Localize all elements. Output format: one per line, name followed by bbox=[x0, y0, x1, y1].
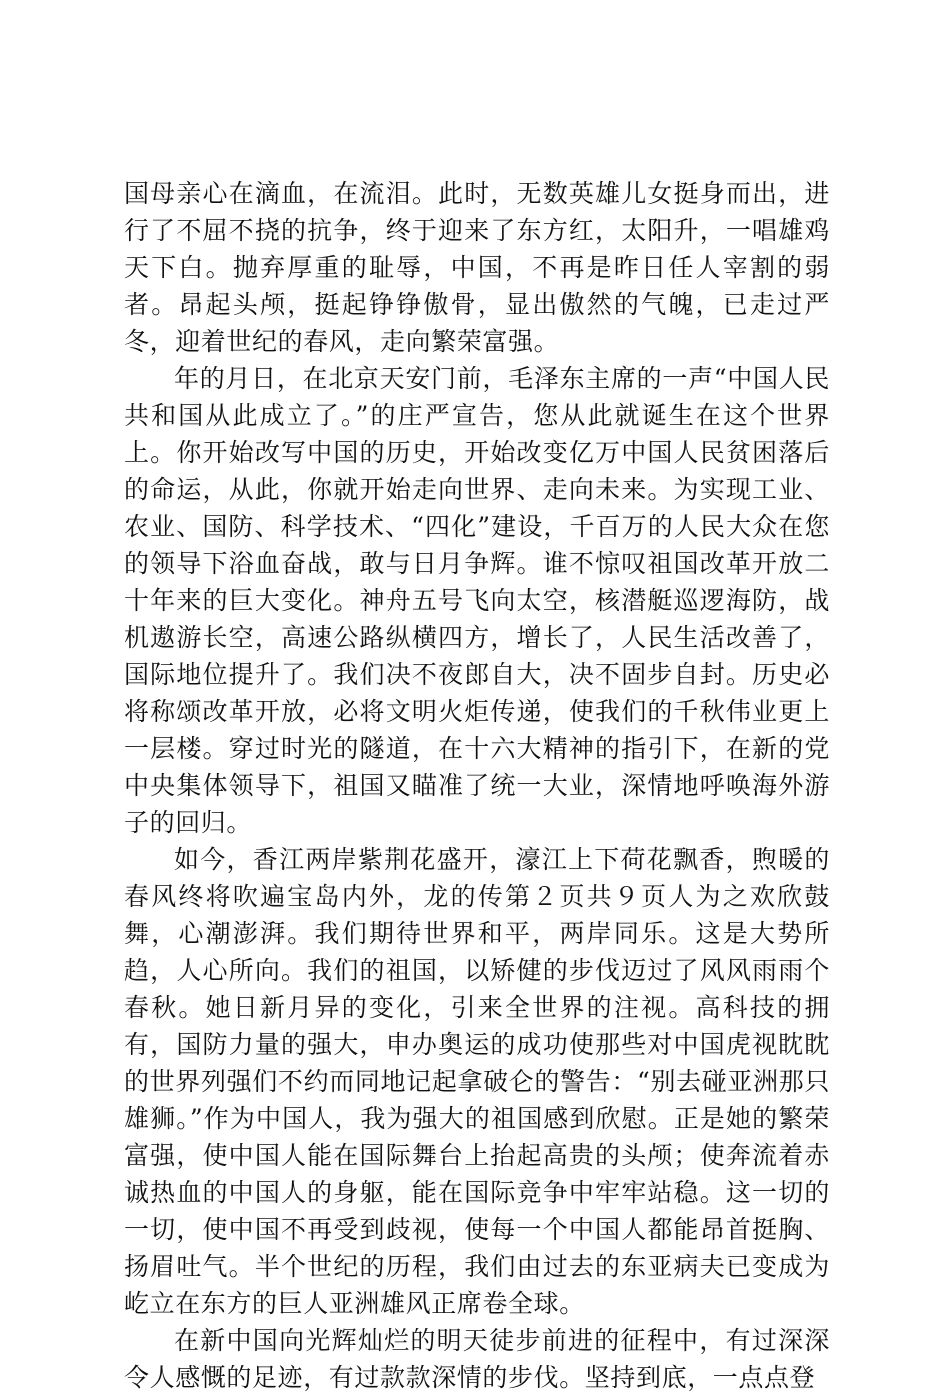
document-body bbox=[124, 175, 830, 1396]
paragraph-1: 国母亲心在滴血，在流泪。此时，无数英雄儿女挺身而出，进行了不屈不挠的抗争，终于迎来了东方红，太阳升，一唱雄鸡天下白。抛弃厚重的耻辱，中国，不再是昨日任人宰割的弱者。昂起头颅，挺起铮铮傲骨，显出傲然的气魄，已走过严冬，迎着世纪的春风，走向繁荣富强。 bbox=[124, 179, 830, 356]
paragraph-2: 年的月日，在北京天安门前，毛泽东主席的一声“中国人民共和国从此成立了。”的庄严宣告，您从此就诞生在这个世界上。你开始改写中国的历史，开始改变亿万中国人民贫困落后的命运，从此，你就开始走向世界、走向未来。为实现工业、农业、国防、科学技术、“四化”建设，千百万的人民大众在您的领导下浴血奋战，敢与日月争辉。谁不惊叹祖国改革开放二十年来的巨大变化。神舟五号飞向太空，核潜艇巡逻海防，战机遨游长空，高速公路纵横四方，增长了，人民生活改善了，国际地位提升了。我们决不夜郎自大，决不固步自封。历史必将称颂改革开放，必将文明火炬传递，使我们的千秋伟业更上一层楼。穿过时光的隧道，在十六大精神的指引下，在新的党中央集体领导下，祖国又瞄准了统一大业，深情地呼唤海外游子的回归。 bbox=[124, 364, 830, 837]
paragraph-3: 如今，香江两岸紫荆花盛开，濠江上下荷花飘香，煦暖的春风终将吹遍宝岛内外，龙的传第２页共９页人为之欢欣鼓舞，心潮澎湃。我们期待世界和平，两岸同乐。这是大势所趋，人心所向。我们的祖国，以矫健的步伐迈过了风风雨雨个春秋。她日新月异的变化，引来全世界的注视。高科技的拥有，国防力量的强大，申办奥运的成功使那些对中国虎视眈眈的世界列强们不约而同地记起拿破仑的警告：“别去碰亚洲那只雄狮。”作为中国人，我为强大的祖国感到欣慰。正是她的繁荣富强，使中国人能在国际舞台上抬起高贵的头颅；使奔流着赤诚热血的中国人的身躯，能在国际竞争中牢牢站稳。这一切的一切，使中国不再受到歧视，使每一个中国人都能昂首挺胸、扬眉吐气。半个世纪的历程，我们由过去的东亚病夫已变成为屹立在东方的巨人亚洲雄风正席卷全球。 bbox=[124, 845, 830, 1318]
paragraph-4: 在新中国向光辉灿烂的明天徒步前进的征程中，有过深深令人感慨的足迹，有过款款深情的步伐。坚持到底，一点点登 bbox=[124, 1326, 830, 1392]
